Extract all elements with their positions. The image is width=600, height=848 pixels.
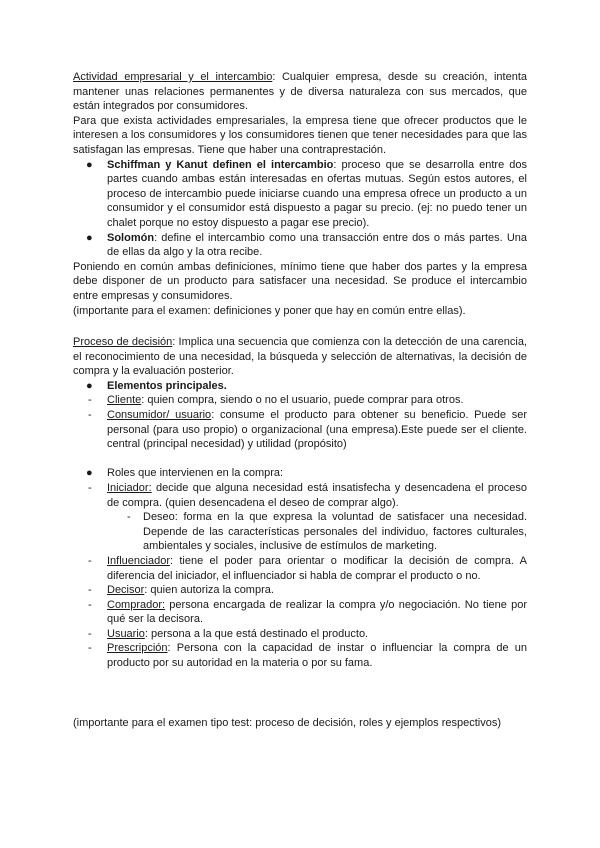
item-iniciador [73, 481, 527, 510]
dash-marker: - [88, 394, 92, 407]
item-comprador [73, 598, 527, 627]
solomon-heading: Solomón [107, 231, 155, 244]
schiffman-heading: Schiffman y Kanut definen el intercambio [107, 158, 334, 171]
dash-marker: - [88, 584, 92, 597]
deseo-text: Deseo: forma en la que expresa la voluntad de satisfacer una necesidad. Depende de las características personales del individuo, factores culturales, ambientales y sociales, inclusive de estímulos de marketing. [143, 511, 527, 553]
bullet-marker: ● [86, 467, 93, 480]
usuario-text: : persona a la que está destinado el producto. [144, 627, 369, 640]
proceso-intro-text: : Implica una secuencia que comienza con la detección de una carencia, el reconocimiento de una necesidad, la búsqueda y selección de alternativas, la decisión de compra y la evaluación posterior. [73, 336, 527, 378]
solomon-text: : define el intercambio como una transacción entre dos o más partes. Una de ellas da algo y la otra recibe. [107, 231, 527, 259]
section-intercambio [73, 70, 527, 318]
decisor-text: : quien autoriza la compra. [144, 584, 274, 597]
elementos-heading: Elementos principales. [107, 379, 227, 392]
footer-note-block [73, 716, 527, 731]
item-decisor [73, 583, 527, 598]
cliente-label: Cliente [107, 394, 142, 407]
item-consumidor [73, 408, 527, 452]
dash-marker: - [88, 642, 92, 655]
bullet-elementos [73, 379, 527, 394]
item-cliente [73, 393, 527, 408]
section-proceso-decision [73, 335, 527, 671]
note-importante-1: (importante para el examen: definiciones y poner que hay en común entre ellas). [73, 304, 466, 317]
bullet-schiffman [73, 158, 527, 231]
proceso-intro [73, 335, 527, 379]
spacer [73, 452, 527, 467]
comprador-label: Comprador: [107, 598, 166, 611]
usuario-label: Usuario [107, 627, 145, 640]
decisor-label: Decisor [107, 584, 145, 597]
prescripcion-text: : Persona con la capacidad de instar o influenciar la compra de un producto por su autoridad en la materia o por su fama. [107, 642, 527, 670]
dash-marker: - [88, 481, 92, 494]
paragraph-actividades: Para que exista actividades empresariales, la empresa tiene que ofrecer productos que le interesen a los consumidores y los consumidores tienen que tener necesidades para que las satisfagan las empresas. Tiene que haber una contraprestación. [73, 114, 527, 156]
bullet-roles [73, 466, 527, 481]
cliente-text: : quien compra, siendo o no el usuario, puede comprar para otros. [141, 394, 464, 407]
iniciador-text: decide que alguna necesidad está insatisfecha y desencadena el proceso de compra. (quien desencadena el deseo de comprar algo). [107, 481, 527, 509]
item-prescripcion [73, 641, 527, 670]
dash-marker: - [127, 511, 131, 524]
consumidor-label: Consumidor/ usuario [107, 408, 212, 421]
section-title-proceso: Proceso de decisión [73, 336, 173, 348]
influenciador-text: : tiene el poder para orientar o modificar la decisión de compra. A diferencia del iniciador, el influenciador si habla de comprar el producto o no. [107, 554, 527, 582]
dash-marker: - [88, 408, 92, 421]
prescripcion-label: Prescripción [107, 642, 168, 655]
dash-marker: - [88, 627, 92, 640]
consumidor-text: : consume el producto para obtener su beneficio. Puede ser personal (para uso propio) o organizacional (una empresa).Este puede ser el cliente. central (principal necesidad) y utilidad (propósito) [107, 408, 528, 451]
intercambio-intro-text: : Cualquier empresa, desde su creación, intenta mantener unas relaciones permanentes y de diversa naturaleza con sus mercados, que están integrados por consumidores. [73, 71, 527, 113]
bullet-marker: ● [86, 379, 93, 392]
item-influenciador [73, 554, 527, 583]
dash-marker: - [88, 554, 92, 567]
influenciador-label: Influenciador [107, 554, 170, 567]
roles-heading: Roles que intervienen en la compra: [107, 467, 284, 480]
item-deseo [73, 510, 527, 554]
bullet-marker: ● [86, 231, 93, 244]
iniciador-label: Iniciador: [107, 481, 152, 494]
bullet-solomon [73, 231, 527, 260]
intercambio-intro [73, 70, 527, 114]
schiffman-text: : proceso que se desarrolla entre dos partes cuando ambas están interesadas en ofertas mutuas. Según estos autores, el proceso de intercambio puede iniciarse cuando una empresa ofrece un producto a un consumidor y el consumidor está dispuesto a pagar su precio. (ej: no puedo tener un chalet porque no estoy dispuesto a pagar ese precio). [107, 158, 528, 229]
section-title-intercambio: Actividad empresarial y el intercambio [73, 71, 273, 83]
bullet-marker: ● [86, 158, 93, 171]
item-usuario [73, 627, 527, 642]
dash-marker: - [88, 598, 92, 611]
note-importante-2: (importante para el examen tipo test: proceso de decisión, roles y ejemplos respectivos) [73, 717, 501, 729]
comprador-text: persona encargada de realizar la compra y/o negociación. No tiene por qué ser la decisora. [107, 598, 527, 626]
paragraph-comun: Poniendo en común ambas definiciones, mínimo tiene que haber dos partes y la empresa debe disponer de un producto para satisfacer una necesidad. Se produce el intercambio entre empresas y consumidores. [73, 260, 527, 302]
